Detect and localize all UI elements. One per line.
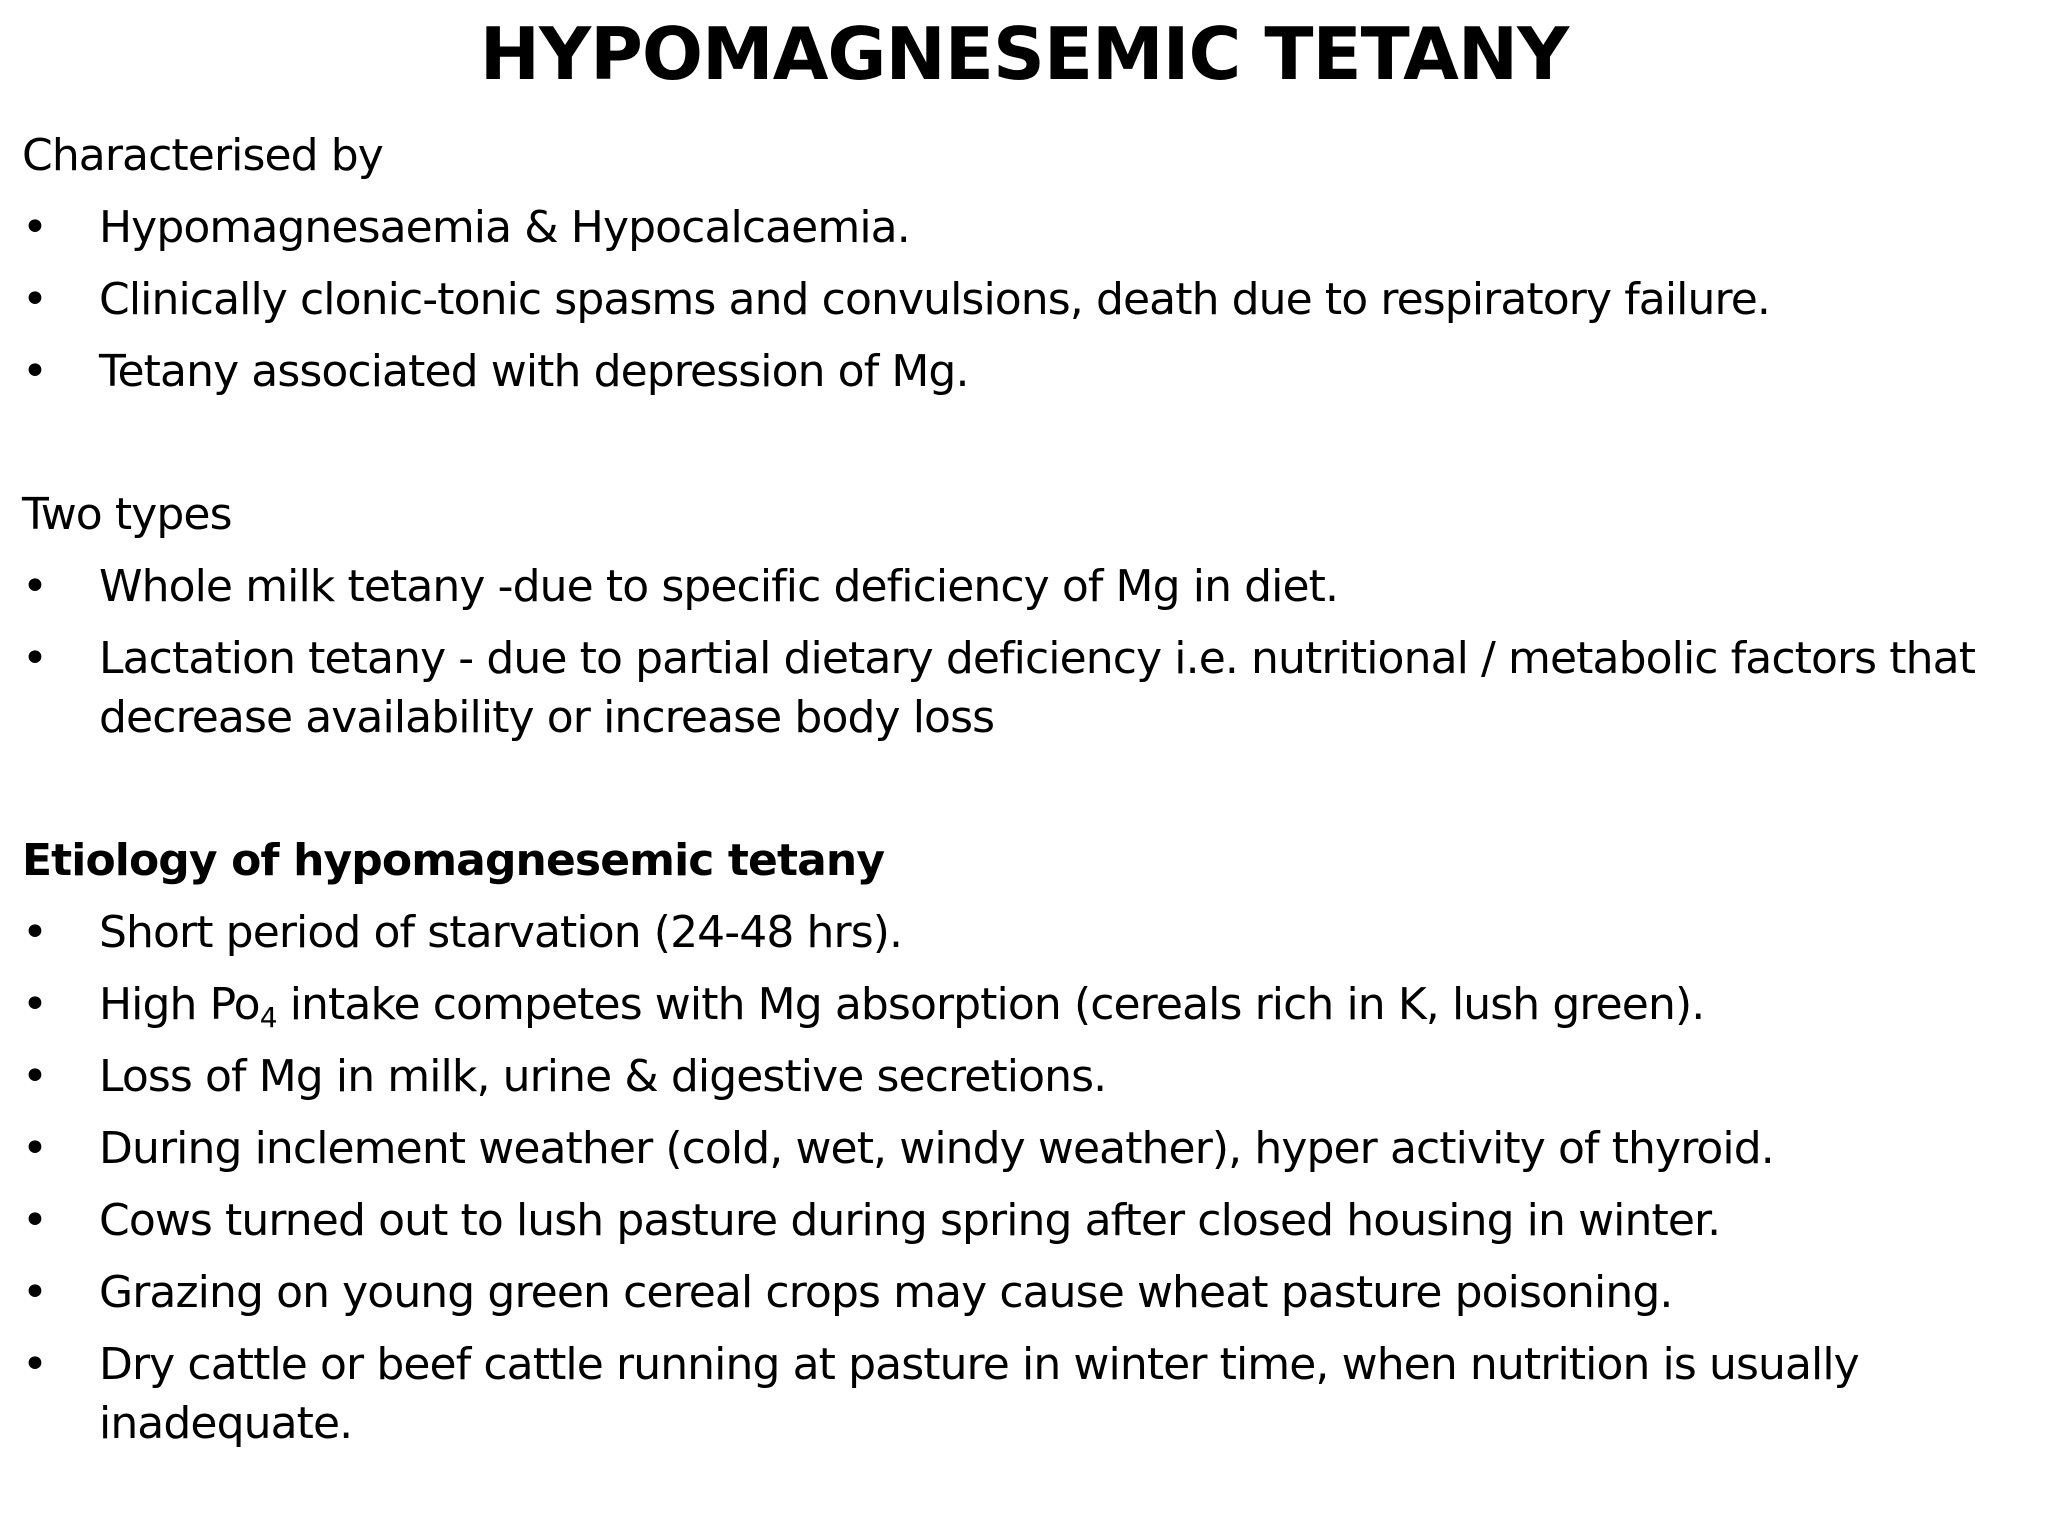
list-item: • Short period of starvation (24-48 hrs). [22, 903, 2012, 962]
section-characterised-by [22, 126, 2012, 401]
section-heading: Two types [22, 489, 232, 540]
list-item: • During inclement weather (cold, wet, windy weather), hyper activity of thyroid. [22, 1119, 2012, 1178]
list-item-text: intake competes with Mg absorption (cereals rich in K, lush green). [276, 979, 1705, 1030]
slide-title: HYPOMAGNESEMIC TETANY [479, 12, 1569, 96]
list-item: • Clinically clonic-tonic spasms and convulsions, death due to respiratory failure. [22, 270, 2012, 329]
list-item: • Dry cattle or beef cattle running at pasture in winter time, when nutrition is usually inadequate. [22, 1335, 2012, 1453]
phosphate-subscript: 4 [259, 1001, 277, 1034]
bullet-list [22, 198, 2012, 401]
list-item: • Tetany associated with depression of Mg. [22, 342, 2012, 401]
slide-content [22, 126, 2012, 1466]
section-etiology [22, 831, 2012, 1453]
section-heading: Etiology of hypomagnesemic tetany [22, 835, 885, 886]
section-heading: Characterised by [22, 130, 383, 181]
list-item: • Grazing on young green cereal crops may cause wheat pasture poisoning. [22, 1263, 2012, 1322]
list-item: • Whole milk tetany -due to specific deficiency of Mg in diet. [22, 557, 2012, 616]
list-item [22, 975, 2012, 1034]
list-item: • Loss of Mg in milk, urine & digestive secretions. [22, 1047, 2012, 1106]
section-two-types [22, 485, 2012, 747]
list-item: • Cows turned out to lush pasture during spring after closed housing in winter. [22, 1191, 2012, 1250]
list-item: • Lactation tetany - due to partial dietary deficiency i.e. nutritional / metabolic factors that decrease availability or increase body loss [22, 629, 2012, 747]
list-item-text: High Po [99, 979, 260, 1030]
list-item: • Hypomagnesaemia & Hypocalcaemia. [22, 198, 2012, 257]
bullet-list [22, 557, 2012, 747]
bullet-list [22, 903, 2012, 1453]
